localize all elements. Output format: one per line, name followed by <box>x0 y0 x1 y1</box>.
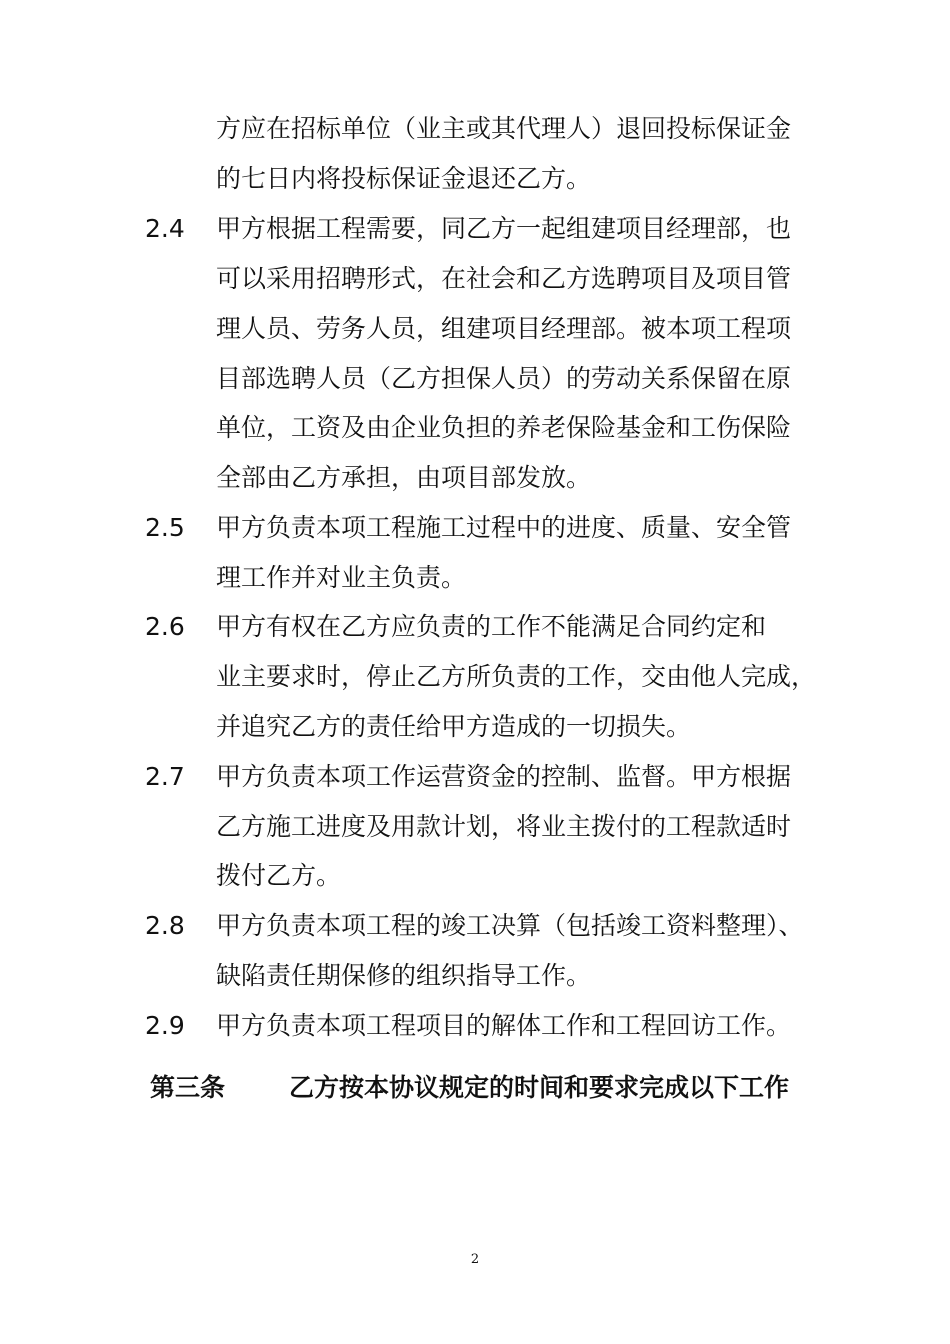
clause-line: 甲方负责本项工程的竣工决算（包括竣工资料整理）、 <box>216 911 804 940</box>
clause-line: 全部由乙方承担，由项目部发放。 <box>216 463 592 492</box>
clause-line: 可以采用招聘形式，在社会和乙方选聘项目及项目管 <box>216 264 792 293</box>
clause-line: 理人员、劳务人员，组建项目经理部。被本项工程项 <box>216 314 792 343</box>
clause-line: 甲方负责本项工程施工过程中的进度、质量、安全管 <box>216 513 792 542</box>
clause-line: 甲方有权在乙方应负责的工作不能满足合同约定和 <box>216 612 767 641</box>
section-label: 第三条 <box>150 1073 226 1102</box>
clause-line: 理工作并对业主负责。 <box>216 563 467 592</box>
clause-number: 2.4 <box>145 214 185 243</box>
clause-line: 甲方负责本项工程项目的解体工作和工程回访工作。 <box>216 1011 792 1040</box>
clause-line: 单位，工资及由企业负担的养老保险基金和工伤保险 <box>216 413 792 442</box>
clause-line: 甲方根据工程需要，同乙方一起组建项目经理部，也 <box>216 214 792 243</box>
paragraph-line: 方应在招标单位（业主或其代理人）退回投标保证金 <box>216 114 792 143</box>
clause-line: 拨付乙方。 <box>216 861 342 890</box>
clause-line: 甲方负责本项工作运营资金的控制、监督。甲方根据 <box>216 762 792 791</box>
page-number: 2 <box>470 1252 480 1267</box>
clause-line: 乙方施工进度及用款计划，将业主拨付的工程款适时 <box>216 812 792 841</box>
section-title: 乙方按本协议规定的时间和要求完成以下工作 <box>289 1073 790 1102</box>
clause-number: 2.9 <box>145 1011 185 1040</box>
clause-line: 缺陷责任期保修的组织指导工作。 <box>216 961 592 990</box>
paragraph-line: 的七日内将投标保证金退还乙方。 <box>216 164 592 193</box>
clause-line: 业主要求时，停止乙方所负责的工作，交由他人完成， <box>216 662 817 691</box>
clause-line: 并追究乙方的责任给甲方造成的一切损失。 <box>216 712 692 741</box>
clause-number: 2.8 <box>145 911 185 940</box>
clause-number: 2.6 <box>145 612 185 641</box>
clause-number: 2.5 <box>145 513 185 542</box>
clause-number: 2.7 <box>145 762 185 791</box>
clause-line: 目部选聘人员（乙方担保人员）的劳动关系保留在原 <box>216 364 792 393</box>
